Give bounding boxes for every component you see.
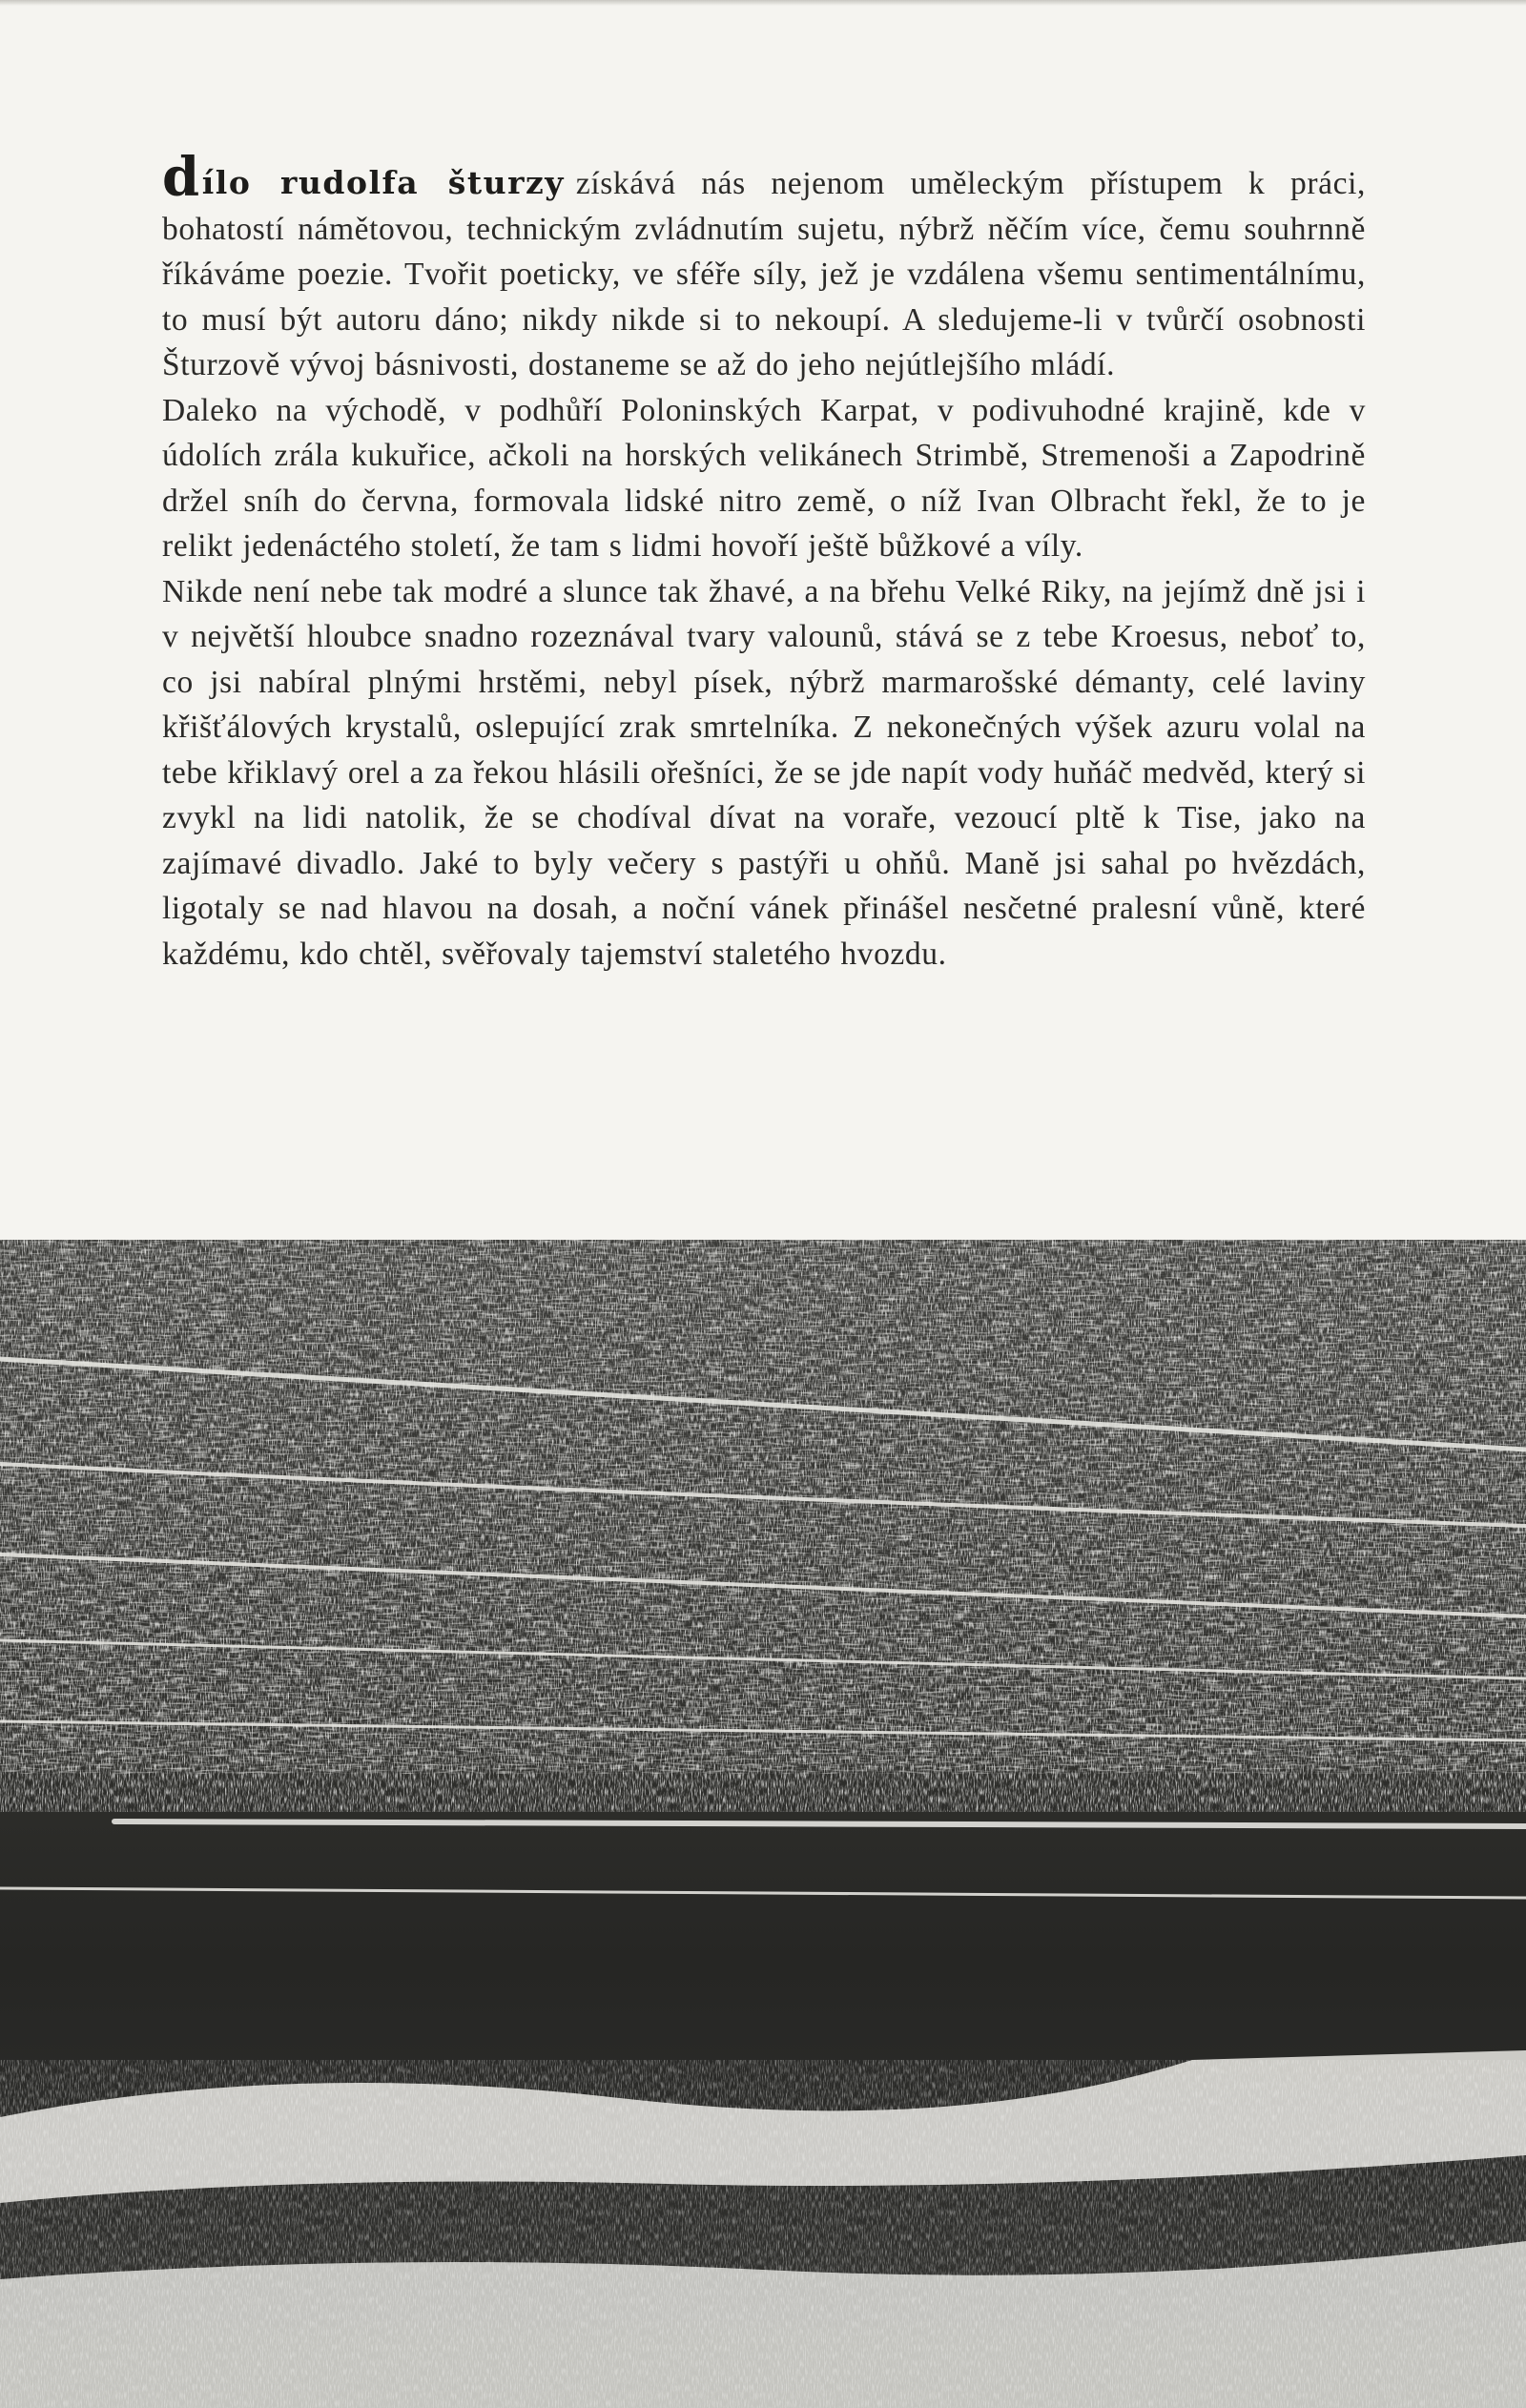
drop-cap: d [162, 146, 200, 209]
title-words: ílo rudolfa šturzy [201, 164, 565, 201]
paragraph-2: Daleko na východě, v podhůří Poloninských Karpat, v podivuhodné krajině, kde v údolích zrála kukuřice, ačkoli na horských velikánech Strimbě, Stremenoši a Zapodrině držel sníh do června, formovala lidské nitro země, o níž Ivan Olbracht řekl, že to je relikt jedenáctého století, že tam s lidmi hovoří ještě bůžkové a víly. [162, 392, 1366, 564]
paragraph-1-text: získává nás nejenom uměleckým přístupem k práci, bohatostí námětovou, technickým zvládnutím sujetu, nýbrž něčím více, čemu souhrnně říkáváme poezie. Tvořit poeticky, ve sféře síly, jež je vzdálena všemu sentimentálnímu, to musí být autoru dáno; nikdy nikde si to nekoupí. A sledujeme-li v tvůrčí osobnosti Šturzově vývoj básnivosti, dostaneme se až do jeho nejútlejšího mládí. [162, 166, 1366, 382]
article-text [162, 146, 1366, 977]
landscape-photo [0, 1240, 1526, 2408]
paper-top-edge [0, 0, 1526, 6]
snow-field-image [0, 1240, 1526, 2408]
paragraph-3: Nikde není nebe tak modré a slunce tak žhavé, a na břehu Velké Riky, na jejímž dně jsi i v největší hloubce snadno rozeznával tvary valounů, stává se z tebe Kroesus, neboť to, co jsi nabíral plnými hrstěmi, nebyl písek, nýbrž marmarošské démanty, celé laviny křišťálových krystalů, oslepující zrak smrtelníka. Z nekonečných výšek azuru volal na tebe křiklavý orel a za řekou hlásili ořešníci, že se jde napít vody huňáč medvěd, který si zvykl na lidi natolik, že se chodíval dívat na voraře, vezoucí pltě k Tise, jako na zajímavé divadlo. Jaké to byly večery s pastýři u ohňů. Maně jsi sahal po hvězdách, ligotaly se nad hlavou na dosah, a noční vánek přinášel nesčetné pralesní vůně, které každému, kdo chtěl, svěřovaly tajemství staletého hvozdu. [162, 573, 1366, 972]
paragraph-1 [162, 146, 1366, 388]
